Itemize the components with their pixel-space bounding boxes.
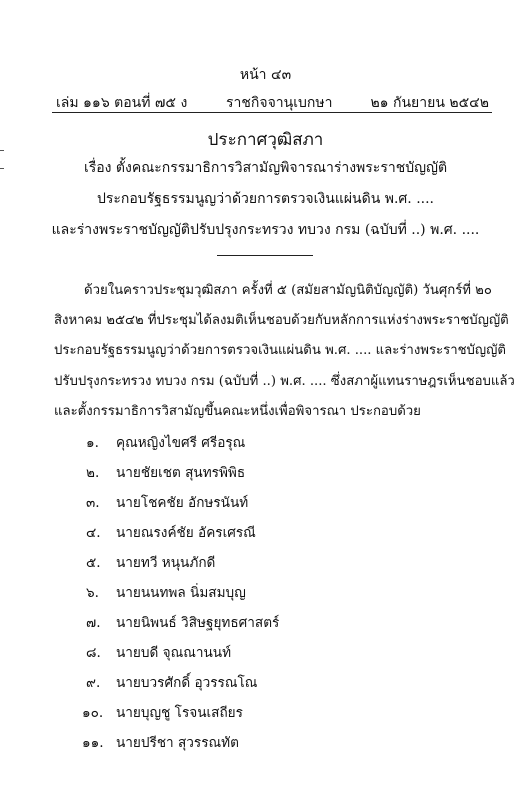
item-number: ๔. [86, 525, 101, 541]
publication-name: ราชกิจจานุเบกษา [226, 95, 333, 111]
item-number: ๑. [86, 435, 99, 451]
member-name: นายชัยเชต สุนทรพิพิธ [116, 465, 246, 481]
item-number: ๘. [86, 645, 101, 661]
member-name: นายบดี จุณณานนท์ [116, 645, 232, 661]
subject-line-2: ประกอบรัฐธรรมนูญว่าด้วยการตรวจเงินแผ่นดิน พ.ศ. .... [96, 191, 435, 207]
member-name: นายบุญชู โรจนเสถียร [116, 705, 243, 721]
member-name: นายทวี หนุนภักดี [116, 555, 216, 571]
item-number: ๑๑. [82, 735, 104, 751]
volume-issue: เล่ม ๑๑๖ ตอนที่ ๗๕ ง [56, 95, 188, 111]
member-name: คุณหญิงไขศรี ศรีอรุณ [116, 435, 246, 451]
body-line-5: และตั้งกรรมาธิการวิสามัญขึ้นคณะหนึ่งเพื่อพิจารณา ประกอบด้วย [54, 404, 421, 419]
list-item [86, 491, 248, 513]
list-item [82, 701, 243, 723]
item-number: ๒. [86, 465, 100, 481]
list-item [86, 521, 256, 543]
publication-date: ๒๑ กันยายน ๒๕๔๒ [370, 95, 489, 111]
header-rule [52, 112, 492, 113]
item-number: ๓. [86, 495, 100, 511]
member-name: นายนนทพล นิ่มสมบุญ [116, 585, 246, 601]
body-line-4: ปรับปรุงกระทรวง ทบวง กรม (ฉบับที่ ..) พ.ศ. .... ซึ่งสภาผู้แทนราษฎรเห็นชอบแล้ว [54, 374, 515, 389]
announcement-title: ประกาศวุฒิสภา [207, 130, 324, 150]
list-item [86, 431, 245, 453]
item-number: ๑๐. [82, 705, 104, 721]
list-item [82, 731, 239, 753]
body-line-3: ประกอบรัฐธรรมนูญว่าด้วยการตรวจเงินแผ่นดิน พ.ศ. .... และร่างพระราชบัญญัติ [54, 343, 506, 358]
list-item [86, 611, 279, 633]
list-item [86, 581, 246, 603]
page-number: หน้า ๔๓ [239, 67, 292, 83]
member-name: นายณรงค์ชัย อัครเศรณี [116, 525, 256, 541]
member-name: นายบวรศักดิ์ อุวรรณโณ [116, 675, 258, 691]
member-name: นายนิพนธ์ วิสิษฐยุทธศาสตร์ [116, 615, 280, 631]
subject-line-1: เรื่อง ตั้งคณะกรรมาธิการวิสามัญพิจารณาร่างพระราชบัญญัติ [83, 160, 448, 176]
list-item [86, 671, 257, 693]
item-number: ๖. [86, 585, 99, 601]
scan-margin-mark [0, 168, 4, 169]
body-line-1: ด้วยในคราวประชุมวุฒิสภา ครั้งที่ ๕ (สมัยสามัญนิติบัญญัติ) วันศุกร์ที่ ๒๐ [84, 283, 492, 298]
item-number: ๙. [86, 675, 101, 691]
body-line-2: สิงหาคม ๒๕๔๒ ที่ประชุมได้ลงมติเห็นชอบด้วยกับหลักการแห่งร่างพระราชบัญญัติ [54, 313, 509, 328]
list-item [86, 461, 245, 483]
list-item [86, 641, 231, 663]
member-name: นายโชคชัย อักษรนันท์ [116, 495, 249, 511]
list-item [86, 551, 215, 573]
item-number: ๗. [86, 615, 101, 631]
title-divider [217, 255, 313, 256]
subject-line-3: และร่างพระราชบัญญัติปรับปรุงกระทรวง ทบวง กรม (ฉบับที่ ..) พ.ศ. .... [51, 222, 480, 238]
member-name: นายปรีชา สุวรรณทัต [116, 735, 239, 751]
scan-margin-mark [0, 150, 4, 151]
item-number: ๕. [86, 555, 101, 571]
